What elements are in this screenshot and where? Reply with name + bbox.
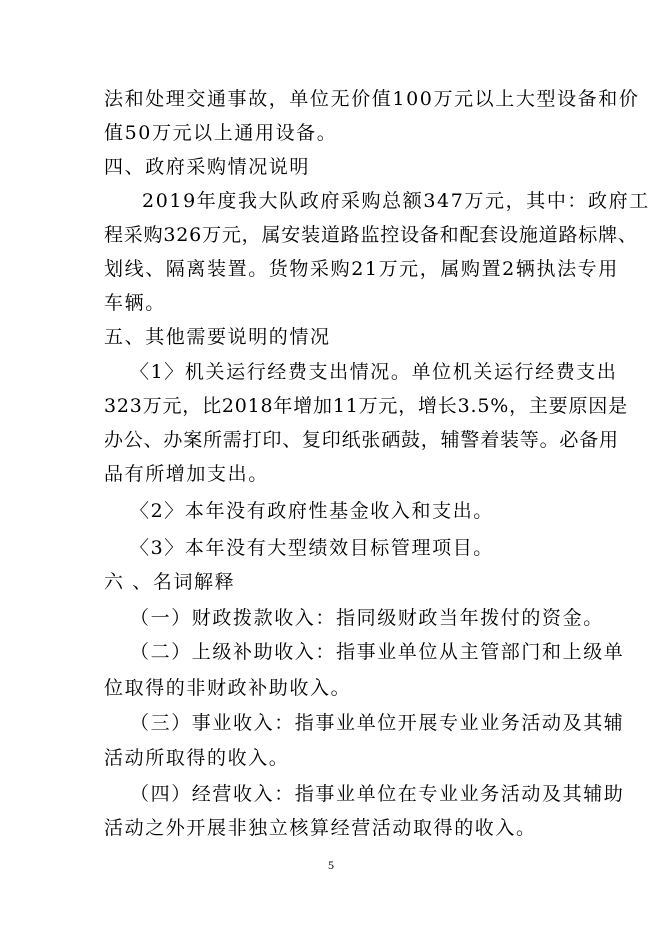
body-line-4: 2019年度我大队政府采购总额347万元，其中：政府工 xyxy=(142,190,650,212)
body-line-2: 值50万元以上通用设备。 xyxy=(104,122,338,144)
body-line-20: 活动所取得的收入。 xyxy=(104,747,290,769)
section-heading-6: 六 、名词解释 xyxy=(104,571,236,593)
body-line-5: 程采购326万元，属安装道路监控设备和配套设施道路标牌、 xyxy=(104,224,638,246)
body-line-10: 323万元，比2018年增加11万元，增长3.5%，主要原因是 xyxy=(104,395,628,417)
body-line-14: 〈3〉本年没有大型绩效目标管理项目。 xyxy=(130,537,494,559)
body-line-19: （三）事业收入：指事业单位开展专业业务活动及其辅 xyxy=(130,712,625,734)
body-line-18: 位取得的非财政补助收入。 xyxy=(104,677,352,699)
body-line-13: 〈2〉本年没有政府性基金收入和支出。 xyxy=(130,500,494,522)
section-heading-5: 五、其他需要说明的情况 xyxy=(104,326,331,348)
body-line-21: （四）经营收入：指事业单位在专业业务活动及其辅助 xyxy=(130,783,625,805)
body-line-17: （二）上级补助收入：指事业单位从主管部门和上级单 xyxy=(130,641,625,663)
body-line-11: 办公、办案所需打印、复印纸张硒鼓，辅警着装等。必备用 xyxy=(104,429,619,451)
body-line-6: 划线、隔离装置。货物采购21万元，属购置2辆执法专用 xyxy=(104,258,619,280)
body-line-12: 品有所增加支出。 xyxy=(104,463,269,485)
body-line-16: （一）财政拨款收入：指同级财政当年拨付的资金。 xyxy=(130,607,604,629)
body-line-22: 活动之外开展非独立核算经营活动取得的收入。 xyxy=(104,817,537,839)
body-line-9: 〈1〉机关运行经费支出情况。单位机关运行经费支出 xyxy=(130,361,618,383)
page-number: 5 xyxy=(328,858,334,872)
body-line-1: 法和处理交通事故，单位无价值100万元以上大型设备和价 xyxy=(104,88,640,110)
section-heading-4: 四、政府采购情况说明 xyxy=(104,156,311,178)
body-line-7: 车辆。 xyxy=(104,292,166,314)
